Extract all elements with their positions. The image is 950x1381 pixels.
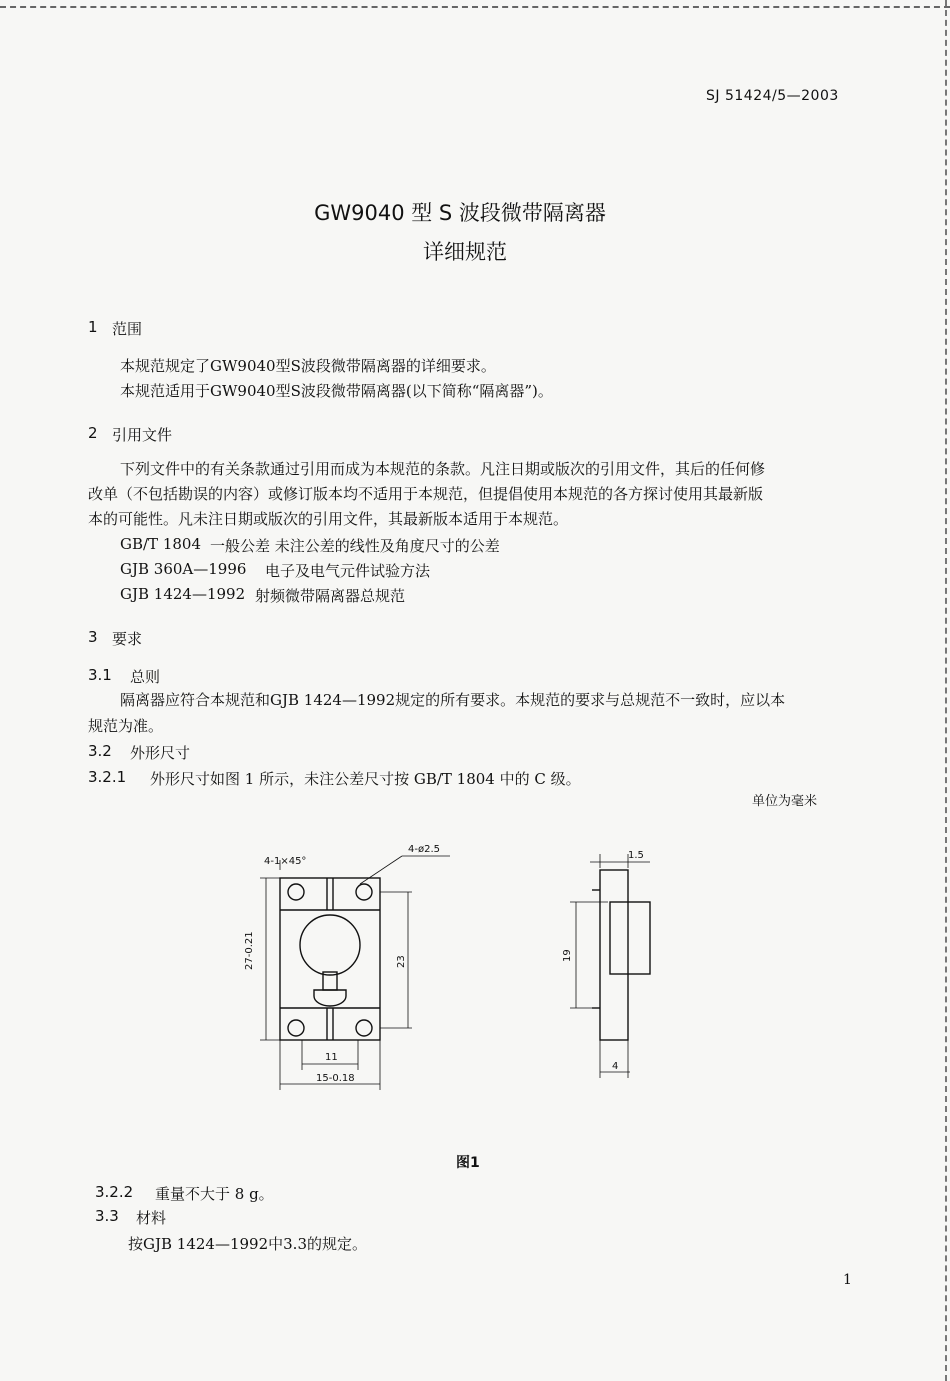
figure-1-drawing — [230, 840, 690, 1090]
section-3-2-number: 3.2 — [88, 742, 112, 760]
reference-code: GJB 1424—1992 — [120, 585, 246, 603]
reference-title: 射频微带隔离器总规范 — [255, 587, 406, 605]
mounting-hole — [288, 884, 304, 900]
dim-chamfer: 4-1×45° — [264, 856, 307, 867]
reference-code: GB/T 1804 — [120, 535, 202, 553]
section-3-3-number: 3.3 — [95, 1207, 119, 1225]
mounting-hole — [356, 884, 372, 900]
dim-width-inner: 11 — [325, 1052, 338, 1063]
section-3-number: 3 — [88, 628, 98, 646]
figure-caption: 图1 — [456, 1155, 480, 1171]
ferrite-disk — [300, 915, 360, 975]
section-2-line-2: 改单（不包括勘误的内容）或修订版本均不适用于本规范，但提倡使用本规范的各方探讨使用其最新版 — [88, 485, 764, 503]
reference-title: 一般公差 未注公差的线性及角度尺寸的公差 — [210, 537, 500, 555]
mounting-hole — [356, 1020, 372, 1036]
reference-title: 电子及电气元件试验方法 — [265, 562, 431, 580]
section-1-number: 1 — [88, 318, 98, 336]
section-1-heading: 范围 — [112, 320, 143, 338]
section-3-3-heading: 材料 — [136, 1209, 167, 1227]
section-3-1-line-1: 隔离器应符合本规范和GJB 1424—1992规定的所有要求。本规范的要求与总规范不一致时，应以本 — [120, 691, 786, 709]
mounting-hole — [288, 1020, 304, 1036]
dim-width-total: 15-0.18 — [316, 1073, 355, 1084]
dim-side-width: 4 — [612, 1061, 619, 1072]
dim-side-height: 19 — [562, 949, 573, 962]
section-3-2-2-number: 3.2.2 — [95, 1183, 134, 1201]
unit-note: 单位为毫米 — [752, 794, 818, 809]
termination-stub — [314, 990, 346, 1006]
section-1-paragraph-1: 本规范规定了GW9040型S波段微带隔离器的详细要求。 — [120, 357, 496, 375]
dim-height-inner: 23 — [396, 955, 407, 968]
reference-code: GJB 360A—1996 — [120, 560, 247, 578]
section-3-1-heading: 总则 — [130, 668, 161, 686]
section-3-2-2-text: 重量不大于 8 g。 — [155, 1185, 274, 1203]
section-2-line-3: 本的可能性。凡未注日期或版次的引用文件，其最新版本适用于本规范。 — [88, 510, 569, 528]
section-2-number: 2 — [88, 424, 98, 442]
section-3-3-text: 按GJB 1424—1992中3.3的规定。 — [128, 1235, 367, 1253]
section-3-1-number: 3.1 — [88, 666, 112, 684]
scan-border-top — [0, 6, 950, 8]
side-outline — [600, 870, 628, 1040]
dim-holes: 4-ø2.5 — [408, 844, 440, 855]
section-2-heading: 引用文件 — [112, 426, 173, 444]
section-2-line-1: 下列文件中的有关条款通过引用而成为本规范的条款。凡注日期或版次的引用文件，其后的任何修 — [120, 460, 766, 478]
section-1-paragraph-2: 本规范适用于GW9040型S波段微带隔离器(以下简称“隔离器”)。 — [120, 382, 553, 400]
section-3-heading: 要求 — [112, 630, 143, 648]
section-3-2-1-text: 外形尺寸如图 1 所示，未注公差尺寸按 GB/T 1804 中的 C 级。 — [150, 770, 581, 788]
front-outline — [280, 878, 380, 1040]
dim-side-top: 1.5 — [628, 850, 644, 861]
section-3-2-heading: 外形尺寸 — [130, 744, 191, 762]
section-3-1-line-2: 规范为准。 — [88, 717, 164, 735]
standard-number: SJ 51424/5—2003 — [706, 88, 839, 104]
dim-height-total: 27-0.21 — [244, 931, 255, 970]
document-subtitle: 详细规范 — [423, 240, 507, 264]
section-3-2-1-number: 3.2.1 — [88, 768, 127, 786]
scan-border-right — [945, 0, 947, 1381]
document-title: GW9040 型 S 波段微带隔离器 — [314, 201, 606, 225]
page-number: 1 — [843, 1272, 852, 1288]
